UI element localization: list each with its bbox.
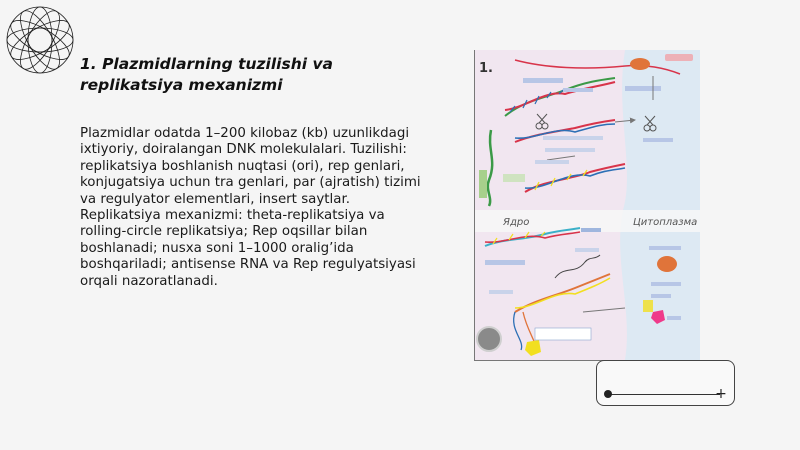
plus-icon[interactable]: + bbox=[715, 386, 727, 402]
ribosome-icon bbox=[657, 256, 677, 272]
ribosome-icon bbox=[630, 58, 650, 70]
nucleus-label: Ядро bbox=[503, 217, 530, 228]
dna-illustration bbox=[474, 50, 700, 361]
spirograph-logo-icon bbox=[4, 4, 76, 76]
player-progress-track[interactable] bbox=[608, 394, 720, 395]
slide-body-text: Plazmidlar odatda 1–200 kilobaz (kb) uzunlikdagi ixtiyoriy, doiralangan DNK molekulalari. Tuzilishi: replikatsiya boshlanish nuqtasi (ori), rep genlari, konjugatsiya uchun tra genlari, par (ajratish) tizimi va regulyator elementlari, insert saytlar. Replikatsiya mexanizmi: theta-replikatsiya va rolling-circle replikatsiya; Rep oqsillar bilan boshlanadi; nusxa soni 1–1000 oralig’ida boshqariladi; antisense RNA va Rep regulyatsiyasi orqali nazoratlanadi. bbox=[80, 126, 421, 289]
slide-title: 1. Plazmidlarning tuzilishi va replikatsiya mexanizmi bbox=[80, 55, 334, 94]
media-badge-icon[interactable] bbox=[476, 326, 502, 352]
cytoplasm-label: Цитоплазма bbox=[633, 217, 698, 228]
panel-number: 1. bbox=[479, 61, 493, 76]
circle-dot-icon[interactable] bbox=[604, 390, 612, 398]
media-player-control[interactable] bbox=[596, 360, 735, 406]
